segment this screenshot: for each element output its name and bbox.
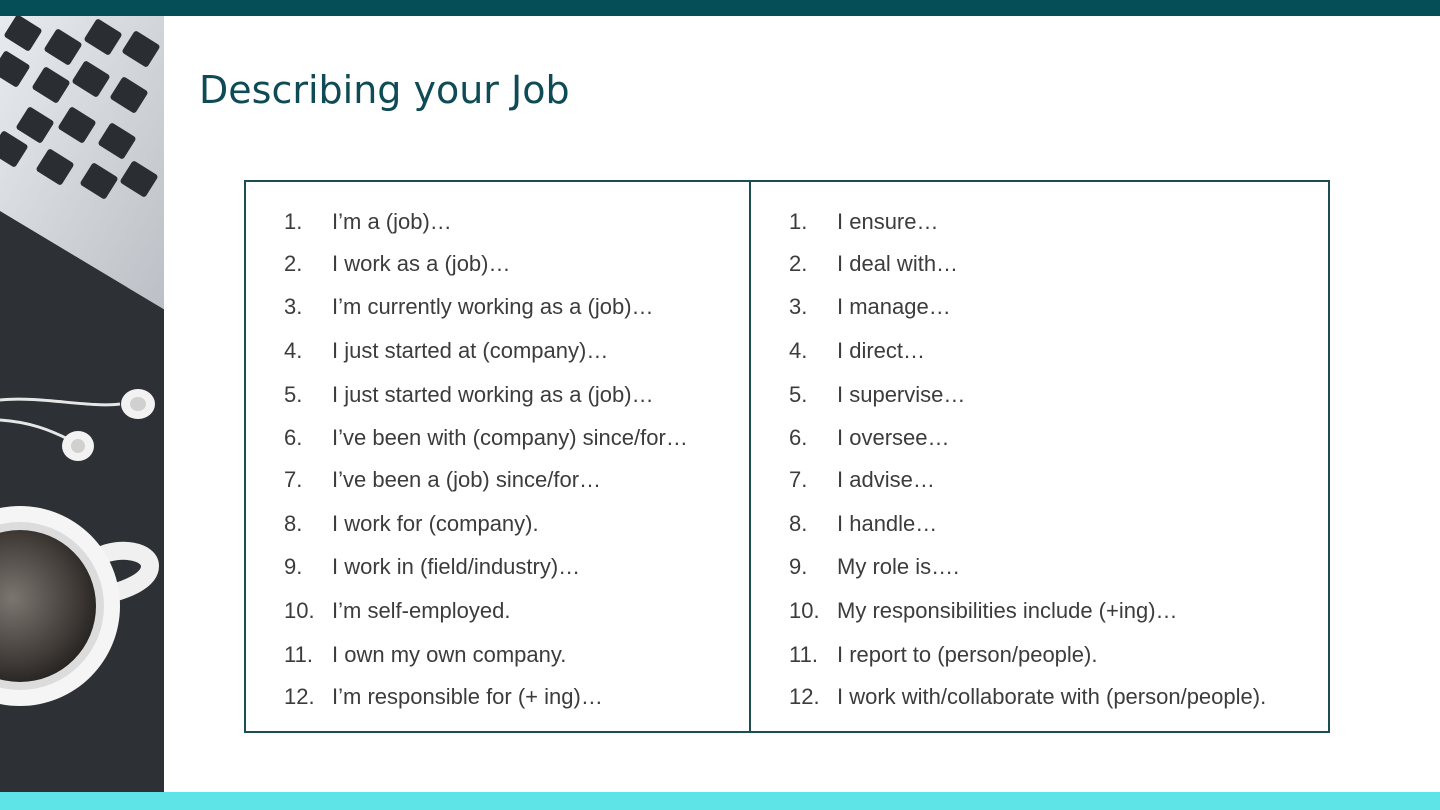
item-text: I’ve been a (job) since/for… [332,467,602,492]
item-text: I’m self-employed. [332,598,511,623]
item-number: 10. [284,598,315,623]
item-number: 6. [284,425,303,450]
item-number: 8. [284,511,303,536]
item-text: I work in (field/industry)… [332,554,581,579]
left-phrase-column [246,182,751,731]
item-number: 3. [284,294,303,319]
item-number: 6. [789,425,808,450]
item-number: 4. [789,338,808,363]
item-number: 2. [789,251,808,276]
top-accent-bar [0,0,1440,16]
item-number: 9. [284,554,303,579]
item-text: I just started at (company)… [332,338,609,363]
item-text: My role is…. [837,554,960,579]
item-text: I work for (company). [332,511,539,536]
item-number: 3. [789,294,808,319]
side-photo [0,16,164,792]
right-phrase-column [751,182,1328,731]
item-number: 2. [284,251,303,276]
item-number: 4. [284,338,303,363]
item-number: 12. [284,684,315,709]
item-text: I ensure… [837,209,939,234]
item-number: 10. [789,598,820,623]
item-text: I manage… [837,294,951,319]
item-text: I’ve been with (company) since/for… [332,425,688,450]
item-text: I’m a (job)… [332,209,452,234]
item-number: 1. [284,209,303,234]
item-text: I own my own company. [332,642,567,667]
item-number: 5. [284,382,303,407]
item-number: 5. [789,382,808,407]
item-text: I report to (person/people). [837,642,1098,667]
phrase-table [244,180,1330,733]
item-text: I’m currently working as a (job)… [332,294,654,319]
item-text: I supervise… [837,382,966,407]
item-number: 11. [284,642,313,667]
item-number: 7. [789,467,808,492]
item-text: I oversee… [837,425,950,450]
item-text: My responsibilities include (+ing)… [837,598,1178,623]
item-number: 11. [789,642,818,667]
item-text: I direct… [837,338,926,363]
item-number: 12. [789,684,820,709]
item-number: 9. [789,554,808,579]
item-text: I handle… [837,511,938,536]
bottom-accent-bar [0,792,1440,810]
item-text: I work with/collaborate with (person/people). [837,684,1267,709]
slide-title: Describing your Job [199,68,570,112]
item-text: I just started working as a (job)… [332,382,654,407]
item-text: I deal with… [837,251,959,276]
item-number: 7. [284,467,303,492]
item-text: I’m responsible for (+ ing)… [332,684,603,709]
item-text: I advise… [837,467,935,492]
item-number: 8. [789,511,808,536]
item-number: 1. [789,209,808,234]
item-text: I work as a (job)… [332,251,511,276]
